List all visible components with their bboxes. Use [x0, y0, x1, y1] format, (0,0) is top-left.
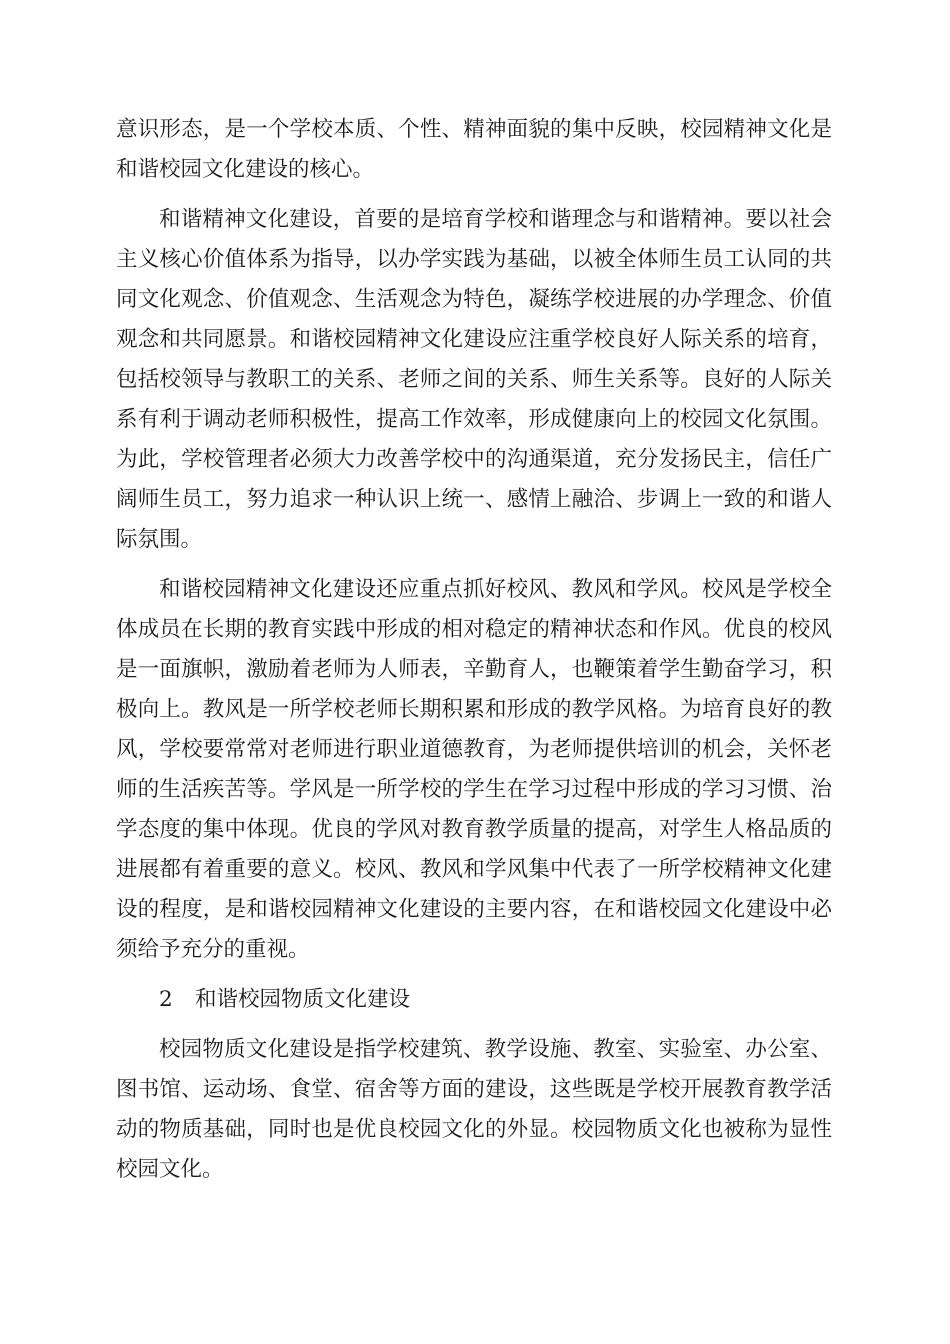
paragraph-material-culture: 校园物质文化建设是指学校建筑、教学设施、教室、实验室、办公室、图书馆、运动场、食堂、宿舍等方面的建设，这些既是学校开展教育教学活动的物质基础，同时也是优良校园文化的外显。校园物质文化也被称为显性校园文化。 — [116, 1037, 832, 1182]
section-number: 2 — [159, 987, 173, 1012]
document-page — [116, 110, 832, 1190]
paragraph-school-style: 和谐校园精神文化建设还应重点抓好校风、教风和学风。校风是学校全体成员在长期的教育实践中形成的相对稳定的精神状态和作风。优良的校风是一面旗帜，激励着老师为人师表，辛勤育人，也鞭策着学生勤奋学习，积极向上。教风是一所学校老师长期积累和形成的教学风格。为培育良好的教风，学校要常常对老师进行职业道德教育，为老师提供培训的机会，关怀老师的生活疾苦等。学风是一所学校的学生在学习过程中形成的学习习惯、治学态度的集中体现。优良的学风对教育教学质量的提高，对学生人格品质的进展都有着重要的意义。校风、教风和学风集中代表了一所学校精神文化建设的程度，是和谐校园精神文化建设的主要内容，在和谐校园文化建设中必须给予充分的重视。 — [116, 577, 832, 962]
paragraph-harmonious-spirit: 和谐精神文化建设，首要的是培育学校和谐理念与和谐精神。要以社会主义核心价值体系为指导，以办学实践为基础，以被全体师生员工认同的共同文化观念、价值观念、生活观念为特色，凝练学校进展的办学理念、价值观念和共同愿景。和谐校园精神文化建设应注重学校良好人际关系的培育，包括校领导与教职工的关系、老师之间的关系、师生关系等。良好的人际关系有利于调动老师积极性，提高工作效率，形成健康向上的校园文化氛围。为此，学校管理者必须大力改善学校中的沟通渠道，充分发扬民主，信任广阔师生员工，努力追求一种认识上统一、感情上融洽、步调上一致的和谐人际氛围。 — [116, 207, 832, 552]
section-title: 和谐校园物质文化建设 — [195, 987, 411, 1012]
section-heading — [116, 980, 832, 1020]
paragraph-intro-continued: 意识形态，是一个学校本质、个性、精神面貌的集中反映，校园精神文化是和谐校园文化建设的核心。 — [116, 117, 832, 182]
